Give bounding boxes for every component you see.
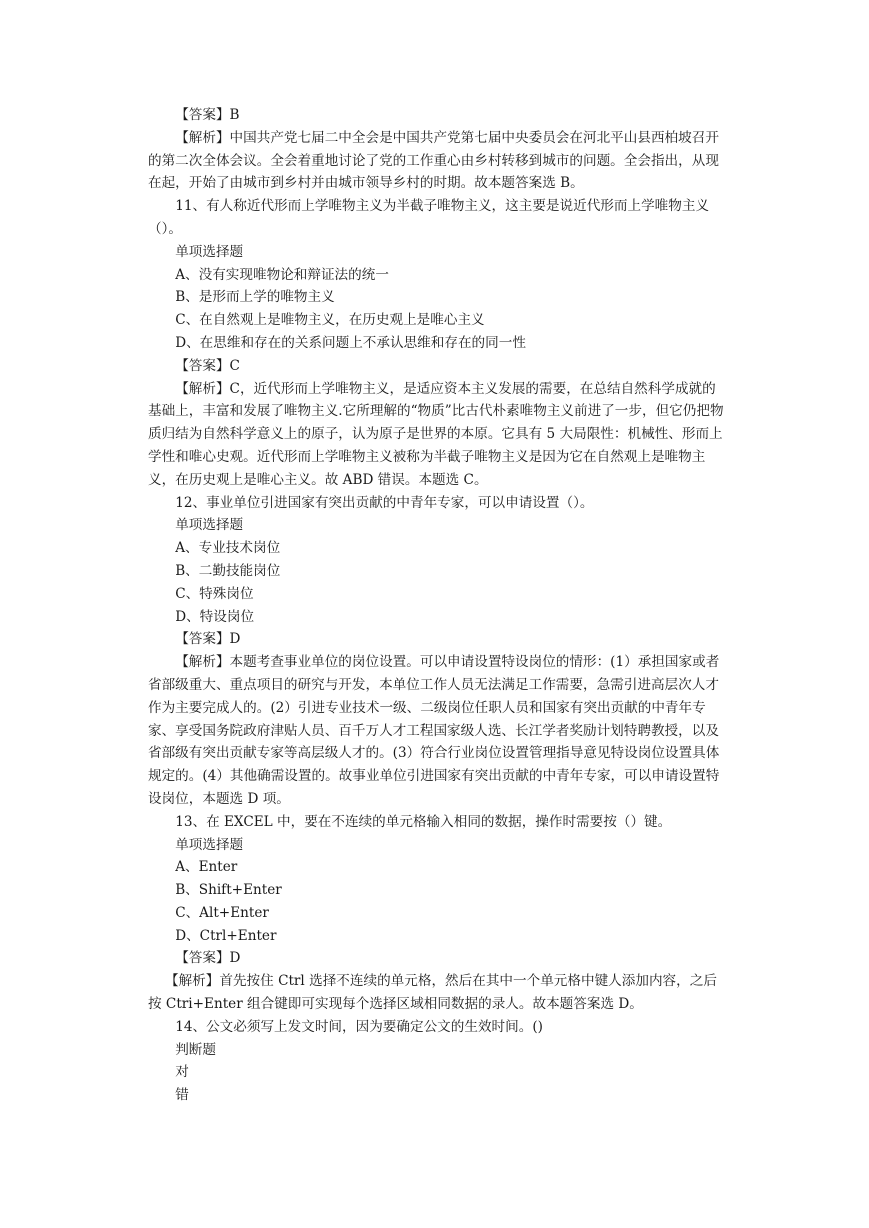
q12-option-d: D、特设岗位: [175, 608, 255, 625]
q13-answer: 【答案】D: [175, 950, 241, 967]
q11-answer: 【答案】C: [175, 357, 240, 374]
q12-type: 单项选择题: [175, 517, 244, 534]
q12-answer: 【答案】D: [175, 631, 241, 648]
q13-option-b: B、Shift+Enter: [175, 882, 282, 899]
q12-question: 12、事业单位引进国家有突出贡献的中青年专家，可以申请设置（）。: [175, 494, 594, 511]
q14-type: 判断题: [175, 1041, 216, 1058]
q11-option-a: A、没有实现唯物论和辩证法的统一: [175, 266, 389, 283]
q11-option-c: C、在自然观上是唯物主义，在历史观上是唯心主义: [175, 312, 485, 329]
q12-option-c: C、特殊岗位: [175, 585, 254, 602]
q11-option-d: D、在思维和存在的关系问题上不承认思维和存在的同一性: [175, 334, 526, 351]
q14-option-false: 错: [175, 1087, 189, 1104]
q12-analysis: 【解析】本题考查事业单位的岗位设置。可以申请设置特设岗位的情形：(1）承担国家或者省部级重大、重点项目的研究与开发，本单位工作人员无法满足工作需要，急需引进高层次人才作为主要完成人的。(2）引进专业技术一级、二级岗位任职人员和国家有突出贡献的中青年专家、享受国务院政府津贴人员、百千万人才工程国家级人选、长江学者奖励计划特聘教授，以及省部级有突出贡献专家等高层级人才的。(3）符合行业岗位设置管理指导意见特设岗位设置具体规定的。(4）其他确需设置的。故事业单位引进国家有突出贡献的中青年专家，可以申请设置特设岗位，本题选 D 项。: [148, 654, 720, 807]
q11-type: 单项选择题: [175, 243, 244, 260]
q13-analysis: 【解析】首先按住 Ctrl 选择不连续的单元格，然后在其中一个单元格中键人添加内容，之后按 Ctri+Enter 组合键即可实现每个选择区域相同数据的录人。故本题答案选 D。: [148, 973, 717, 1013]
q12-option-b: B、二勤技能岗位: [175, 562, 281, 579]
q10-analysis: 【解析】中国共产党七届二中全会是中国共产党第七届中央委员会在河北平山县西柏坡召开的第二次全体会议。全会着重地讨论了党的工作重心由乡村转移到城市的问题。全会指出，从现在起，开始了由城市到乡村并由城市领导乡村的时期。故本题答案选 B。: [148, 129, 719, 192]
q13-question: 13、在 EXCEL 中，要在不连续的单元格输入相同的数据，操作时需要按（）键。: [175, 813, 672, 830]
q13-type: 单项选择题: [175, 836, 244, 853]
q13-option-d: D、Ctrl+Enter: [175, 927, 277, 944]
q10-answer: 【答案】B: [175, 107, 240, 123]
q11-option-b: B、是形而上学的唯物主义: [175, 289, 335, 306]
q13-option-c: C、Alt+Enter: [175, 904, 269, 921]
q12-option-a: A、专业技术岗位: [175, 540, 281, 557]
q13-option-a: A、Enter: [175, 859, 238, 876]
q11-analysis: 【解析】C，近代形而上学唯物主义，是适应资本主义发展的需要，在总结自然科学成就的基础上，丰富和发展了唯物主义.它所理解的“物质”比古代朴素唯物主义前进了一步，但它仍把物质归结为自然科学意义上的原子，认为原子是世界的本原。它具有 5 大局限性：机械性、形而上学性和唯心史观。近代形而上学唯物主义被称为半截子唯物主义是因为它在自然观上是唯物主义，在历史观上是唯心主义。故 ABD 错误。本题选 C。: [148, 380, 724, 488]
document-content: [148, 104, 726, 1107]
q14-option-true: 对: [175, 1064, 189, 1081]
q11-question: 11、有人称近代形而上学唯物主义为半截子唯物主义，这主要是说近代形而上学唯物主义（）。: [148, 198, 710, 237]
q14-question: 14、公文必须写上发文时间，因为要确定公文的生效时间。(): [175, 1018, 543, 1035]
